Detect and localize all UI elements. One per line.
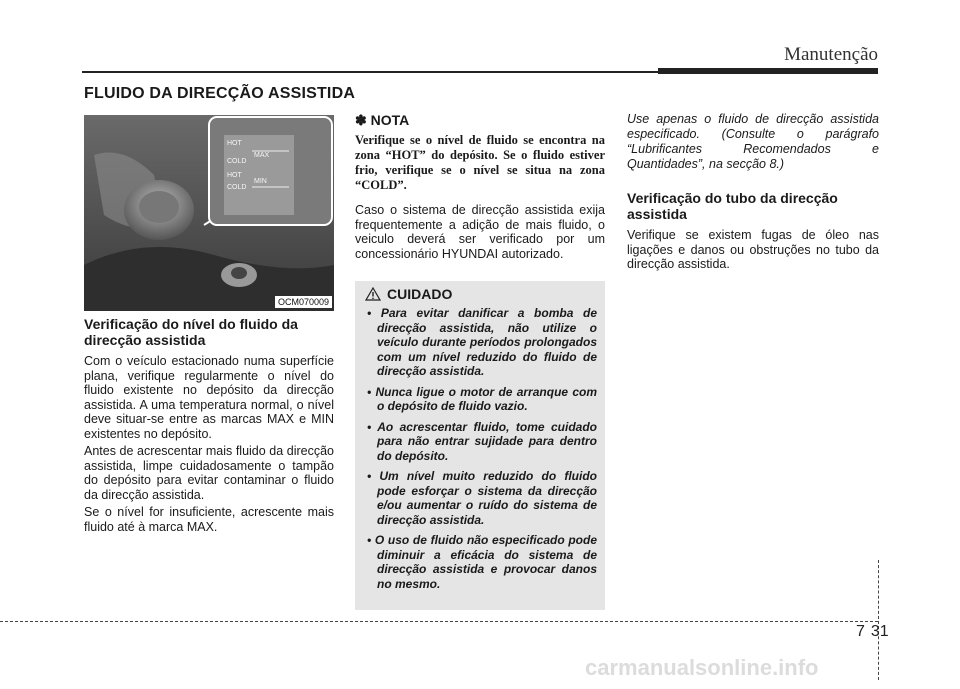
page-number: [856, 623, 889, 641]
label-max: MAX: [254, 152, 270, 159]
paragraph: Caso o sistema de direcção assistida exija frequentemente a adição de mais fluido, o veiculo deverá ser verificado por um concessionário HYUNDAI autorizado.: [355, 203, 605, 261]
caution-box: [355, 281, 605, 610]
list-item: • Para evitar danificar a bomba de direcção assistida, não utilize o veículo durante períodos prolongados com um nível reduzido do fluido de direcção assistida.: [367, 306, 597, 378]
section-title: FLUIDO DA DIRECÇÃO ASSISTIDA: [84, 85, 356, 102]
photo-code: OCM070009: [275, 296, 332, 308]
page-index: 31: [870, 623, 889, 640]
paragraph: Antes de acrescentar mais fluido da direcção assistida, limpe cuidadosamente o tampão do depósito para evitar contaminar o fluido da direcção assistida.: [84, 444, 334, 502]
watermark: carmanualsonline.info: [585, 655, 819, 680]
paragraph: Verifique se existem fugas de óleo nas ligações e danos ou obstruções no tubo da direcção assistida.: [627, 228, 879, 271]
label-hot-2: HOT: [227, 172, 242, 179]
footer-divider: [878, 560, 879, 680]
header-rule-accent: [658, 68, 878, 74]
column-right: [627, 112, 879, 272]
list-item: • O uso de fluido não especificado pode diminuir a eficácia do sistema de direcção assistida e provocar danos no mesmo.: [367, 533, 597, 591]
reservoir-illustration: [84, 115, 334, 311]
caution-header: [365, 286, 605, 302]
list-item: • Nunca ligue o motor de arranque com o depósito de fluido vazio.: [367, 384, 597, 413]
header-title: Manutenção: [784, 44, 878, 65]
label-hot-1: HOT: [227, 140, 242, 147]
note-text: Verifique se o nível de fluido se encontra na zona “HOT” do depósito. Se o fluido estiver frio, verifique se o nível se situa na zona “COLD”.: [355, 133, 605, 192]
chapter-number: 7: [856, 623, 865, 640]
heading-level-check: Verificação do nível do fluido da direcção assistida: [84, 316, 298, 348]
paragraph: Se o nível for insuficiente, acrescente mais fluido até à marca MAX.: [84, 505, 334, 534]
warning-triangle-icon: [365, 287, 381, 301]
column-left: [84, 115, 334, 534]
list-item: • Ao acrescentar fluido, tome cuidado para não entrar sujidade para dentro do depósito.: [367, 419, 597, 463]
label-cold-2: COLD: [227, 184, 247, 191]
label-min: MIN: [254, 178, 267, 185]
caution-title: CUIDADO: [387, 286, 453, 302]
reservoir-photo: [84, 115, 334, 311]
note-title: ✽ NOTA: [355, 112, 410, 128]
label-cold-1: COLD: [227, 158, 247, 165]
list-item: • Um nível muito reduzido do fluido pode esforçar o sistema da direcção e/ou aumentar o ruído do sistema de direcção assistida.: [367, 469, 597, 527]
paragraph: Com o veículo estacionado numa superfície plana, verifique regularmente o nível do fluido existente no depósito da direcção assistida. A uma temperatura normal, o nível deve situar-se entre as marcas MAX e MIN existentes no depósito.: [84, 354, 334, 441]
fluid-spec-note: Use apenas o fluido de direcção assistida especificado. (Consulte o parágrafo “Lubrificantes Recomendados e Quantidades”, na secção 8.): [627, 112, 879, 171]
heading-hose-check: Verificação do tubo da direcção assistida: [627, 190, 838, 222]
column-middle: [355, 112, 605, 261]
caution-list: [355, 306, 605, 591]
footer-rule: [0, 621, 878, 622]
